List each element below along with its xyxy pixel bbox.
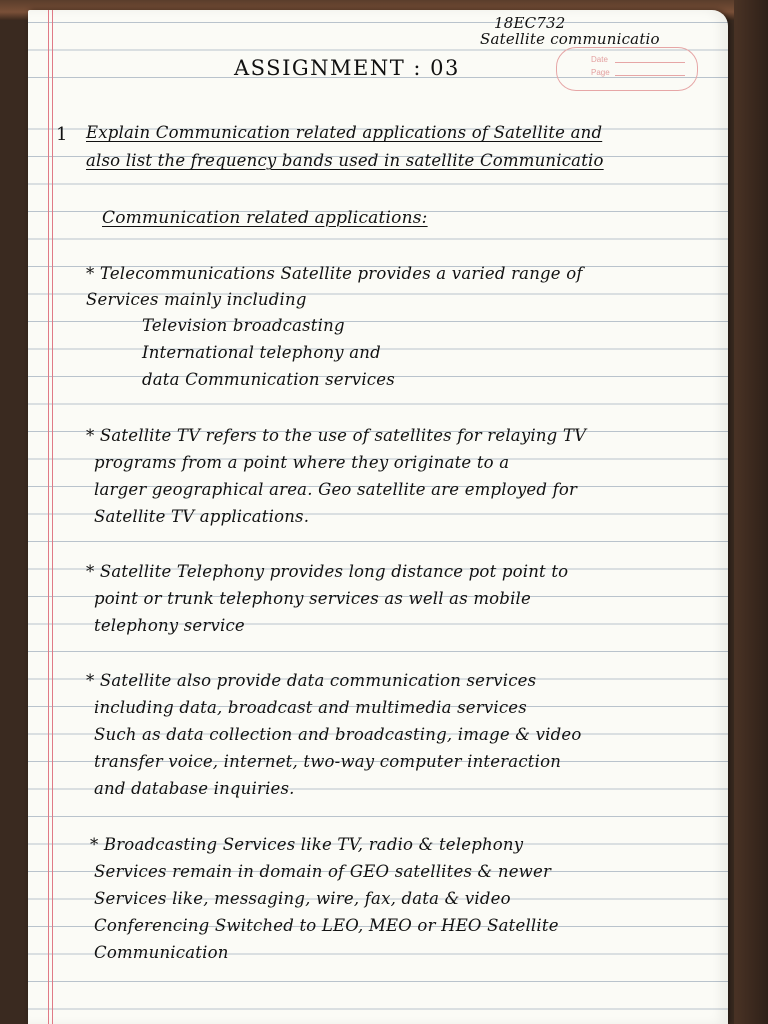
- bullet-line: Services like, messaging, wire, fax, data & video: [94, 889, 511, 908]
- section-heading: Communication related applications:: [102, 208, 428, 228]
- bullet-line: transfer voice, internet, two-way computer interaction: [94, 752, 562, 771]
- bullet-line: larger geographical area. Geo satellite are employed for: [94, 480, 578, 499]
- bullet-line: Television broadcasting: [142, 316, 345, 335]
- bullet-line: * Satellite TV refers to the use of satellites for relaying TV: [86, 426, 587, 445]
- question-number: 1: [56, 124, 68, 145]
- bullet-line: Services mainly including: [86, 290, 307, 309]
- desk-surface-right: [734, 0, 768, 1024]
- bullet-line: including data, broadcast and multimedia services: [94, 698, 527, 717]
- margin-line: [52, 10, 53, 1024]
- bullet-line: Satellite TV applications.: [94, 507, 310, 526]
- stamp-page-label: Page: [591, 68, 610, 77]
- subject-name: Satellite communicatio: [480, 30, 660, 48]
- date-page-stamp: [556, 47, 698, 91]
- bullet-line: Conferencing Switched to LEO, MEO or HEO Satellite: [94, 916, 559, 935]
- bullet-line: and database inquiries.: [94, 779, 295, 798]
- bullet-line: * Broadcasting Services like TV, radio & telephony: [90, 835, 524, 854]
- bullet-line: telephony service: [94, 616, 245, 635]
- bullet-line: * Satellite also provide data communication services: [86, 671, 537, 690]
- question-line: Explain Communication related applications of Satellite and: [86, 123, 603, 142]
- bullet-line: point or trunk telephony services as well as mobile: [94, 589, 531, 608]
- bullet-line: data Communication services: [142, 370, 395, 389]
- bullet-line: * Satellite Telephony provides long distance pot point to: [86, 562, 569, 581]
- margin-line: [48, 10, 49, 1024]
- course-code: 18EC732: [494, 14, 566, 32]
- bullet-line: * Telecommunications Satellite provides a varied range of: [86, 264, 583, 283]
- page-title: ASSIGNMENT : 03: [234, 56, 460, 80]
- stamp-date-label: Date: [591, 55, 608, 64]
- bullet-line: Such as data collection and broadcasting, image & video: [94, 725, 582, 744]
- question-line: also list the frequency bands used in satellite Communicatio: [86, 151, 604, 170]
- notebook-page: [28, 10, 728, 1024]
- bullet-line: programs from a point where they originate to a: [94, 453, 510, 472]
- bullet-line: Communication: [94, 943, 229, 962]
- bullet-line: International telephony and: [142, 343, 381, 362]
- bullet-line: Services remain in domain of GEO satellites & newer: [94, 862, 552, 881]
